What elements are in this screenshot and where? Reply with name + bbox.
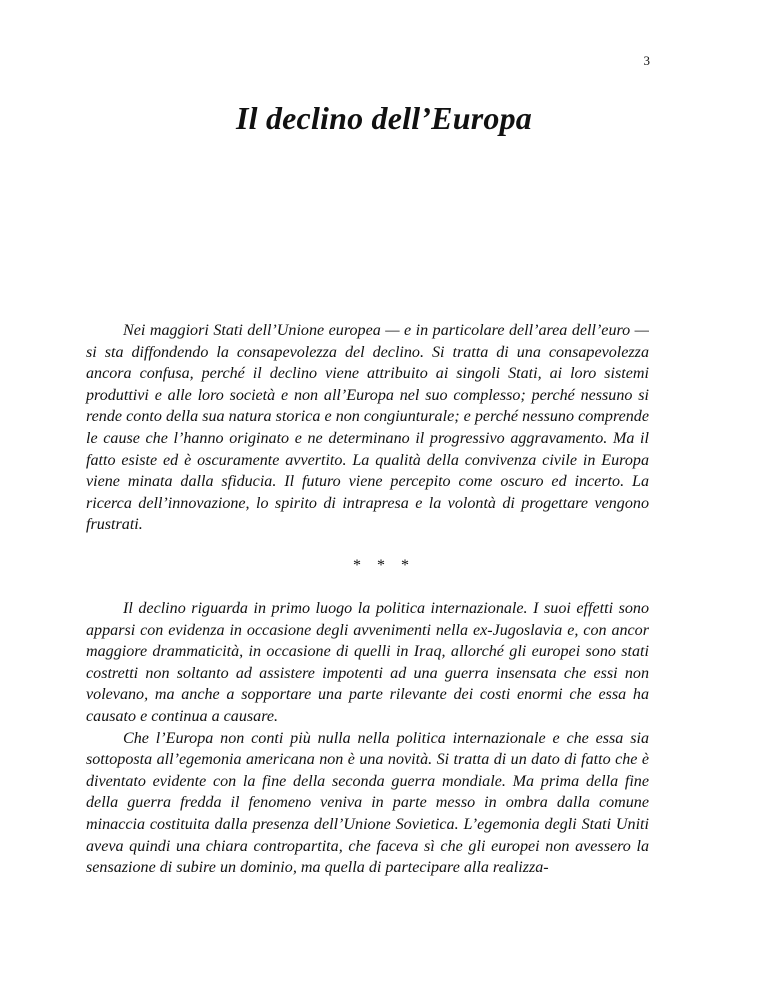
section-separator: * * * [353, 557, 415, 574]
paragraph: Che l’Europa non conti più nulla nella politica internazionale e che essa sia sottoposta all’egemonia americana non è una novità. Si tratta di un dato di fatto che è diventato evidente con la fine della seconda guerra mondiale. Ma prima della fine della guerra fredda il fenomeno veniva in parte messo in ombra dalla comune minaccia costituita dalla presenza dell’Unione Sovietica. L’egemonia degli Stati Uniti aveva quindi una chiara contropartita, che faceva sì che gli europei non avessero la sensazione di subire un dominio, ma quella di partecipare alla realizza- [86, 729, 649, 877]
page-number: 3 [643, 53, 650, 68]
text-block-main [86, 598, 649, 879]
text-block-intro [86, 320, 649, 536]
paragraph: Il declino riguarda in primo luogo la politica internazionale. I suoi effetti sono apparsi con evidenza in occasione degli avvenimenti nella ex-Jugoslavia e, con ancor maggiore drammaticità, in occasione di quelli in Iraq, allorché gli europei sono stati costretti non soltanto ad assistere impotenti ad una guerra insensata che essi non volevano, ma anche a sopportare una parte rilevante dei costi enormi che essa ha causato e continua a causare. [86, 600, 649, 725]
chapter-title: Il declino dell’Europa [236, 100, 532, 136]
paragraph: Nei maggiori Stati dell’Unione europea — e in particolare dell’area dell’euro — si sta diffondendo la consapevolezza del declino. Si tratta di una consapevolezza ancora confusa, perché il declino viene attribuito ai singoli Stati, ai loro sistemi produttivi e alle loro società e non all’Europa nel suo complesso; perché nessuno si rende conto della sua natura storica e non congiunturale; e perché nessuno comprende le cause che l’hanno originato e ne determinano il progressivo aggravamento. Ma il fatto esiste ed è oscuramente avvertito. La qualità della convivenza civile in Europa viene minata dalla sfiducia. Il futuro viene percepito come oscuro ed incerto. La ricerca dell’innovazione, lo spirito di intrapresa e la volontà di progettare vengono frustrati. [86, 322, 649, 534]
